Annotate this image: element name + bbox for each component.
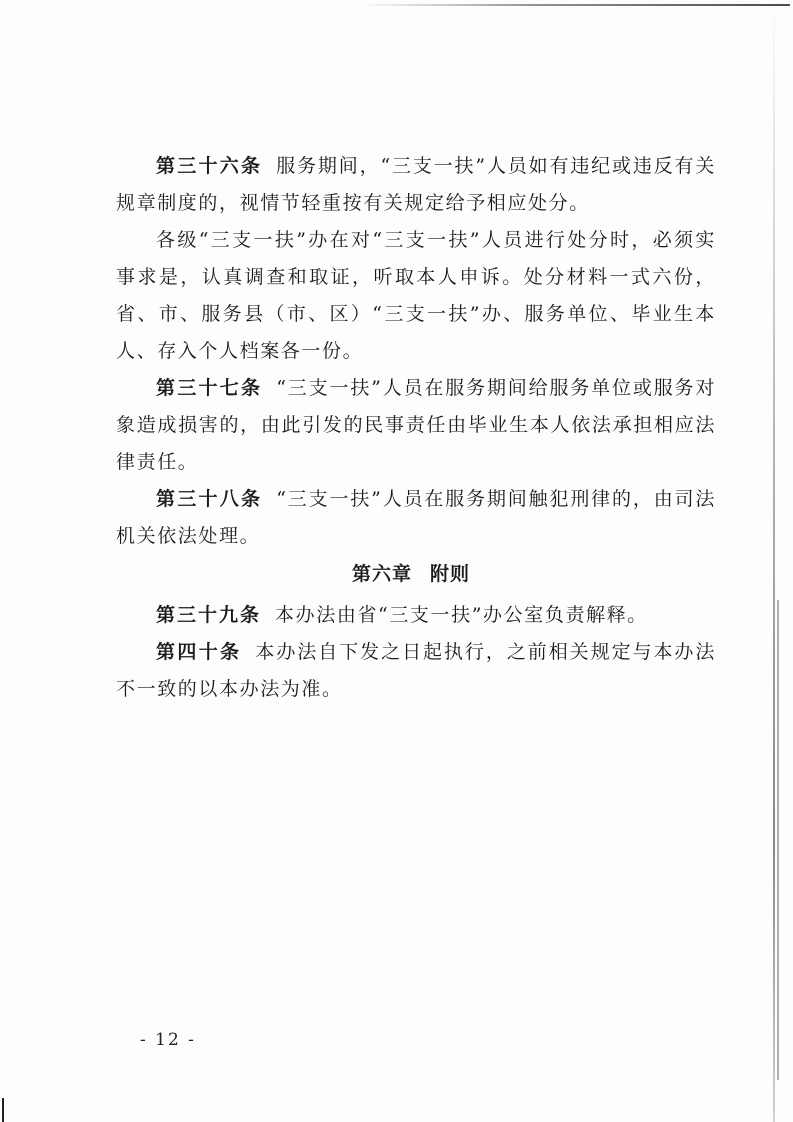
article-title: 第三十六条 [156,155,263,177]
article-text: “三支一扶”人员在服务期间触犯刑律的，由司法机关依法处理。 [116,488,716,547]
article-title: 第三十八条 [156,488,263,510]
article-text: 本办法自下发之日起执行，之前相关规定与本办法不一致的以本办法为准。 [116,641,716,700]
page-number: - 12 - [140,1030,196,1050]
article-text: 各级“三支一扶”办在对“三支一扶”人员进行处分时，必须实事求是，认真调查和取证，听取本人申诉。处分材料一式六份，省、市、服务县（市、区）“三支一扶”办、服务单位、毕业生本人、存入个人档案各一份。 [116,229,716,362]
article-text: 服务期间，“三支一扶”人员如有违纪或违反有关规章制度的，视情节轻重按有关规定给予相应处分。 [116,155,716,214]
article-37 [116,370,716,481]
article-36-paragraph-2 [116,222,716,370]
chapter-name: 附则 [430,563,471,585]
scan-edge-top [360,4,790,6]
scan-edge-right [773,0,775,1122]
article-39 [116,597,716,634]
article-38 [116,481,716,555]
article-36 [116,148,716,222]
article-title: 第三十九条 [156,604,262,626]
scan-edge-left [2,1098,4,1122]
article-title: 第四十条 [156,641,242,663]
article-40 [116,634,716,708]
scan-edge-right-inner [777,600,779,1080]
chapter-number: 第六章 [351,563,412,585]
chapter-heading [116,556,716,593]
article-text: “三支一扶”人员在服务期间给服务单位或服务对象造成损害的，由此引发的民事责任由毕业生本人依法承担相应法律责任。 [116,377,716,473]
article-title: 第三十七条 [156,377,263,399]
article-text: 本办法由省“三支一扶”办公室负责解释。 [275,604,648,626]
document-body [116,148,716,708]
